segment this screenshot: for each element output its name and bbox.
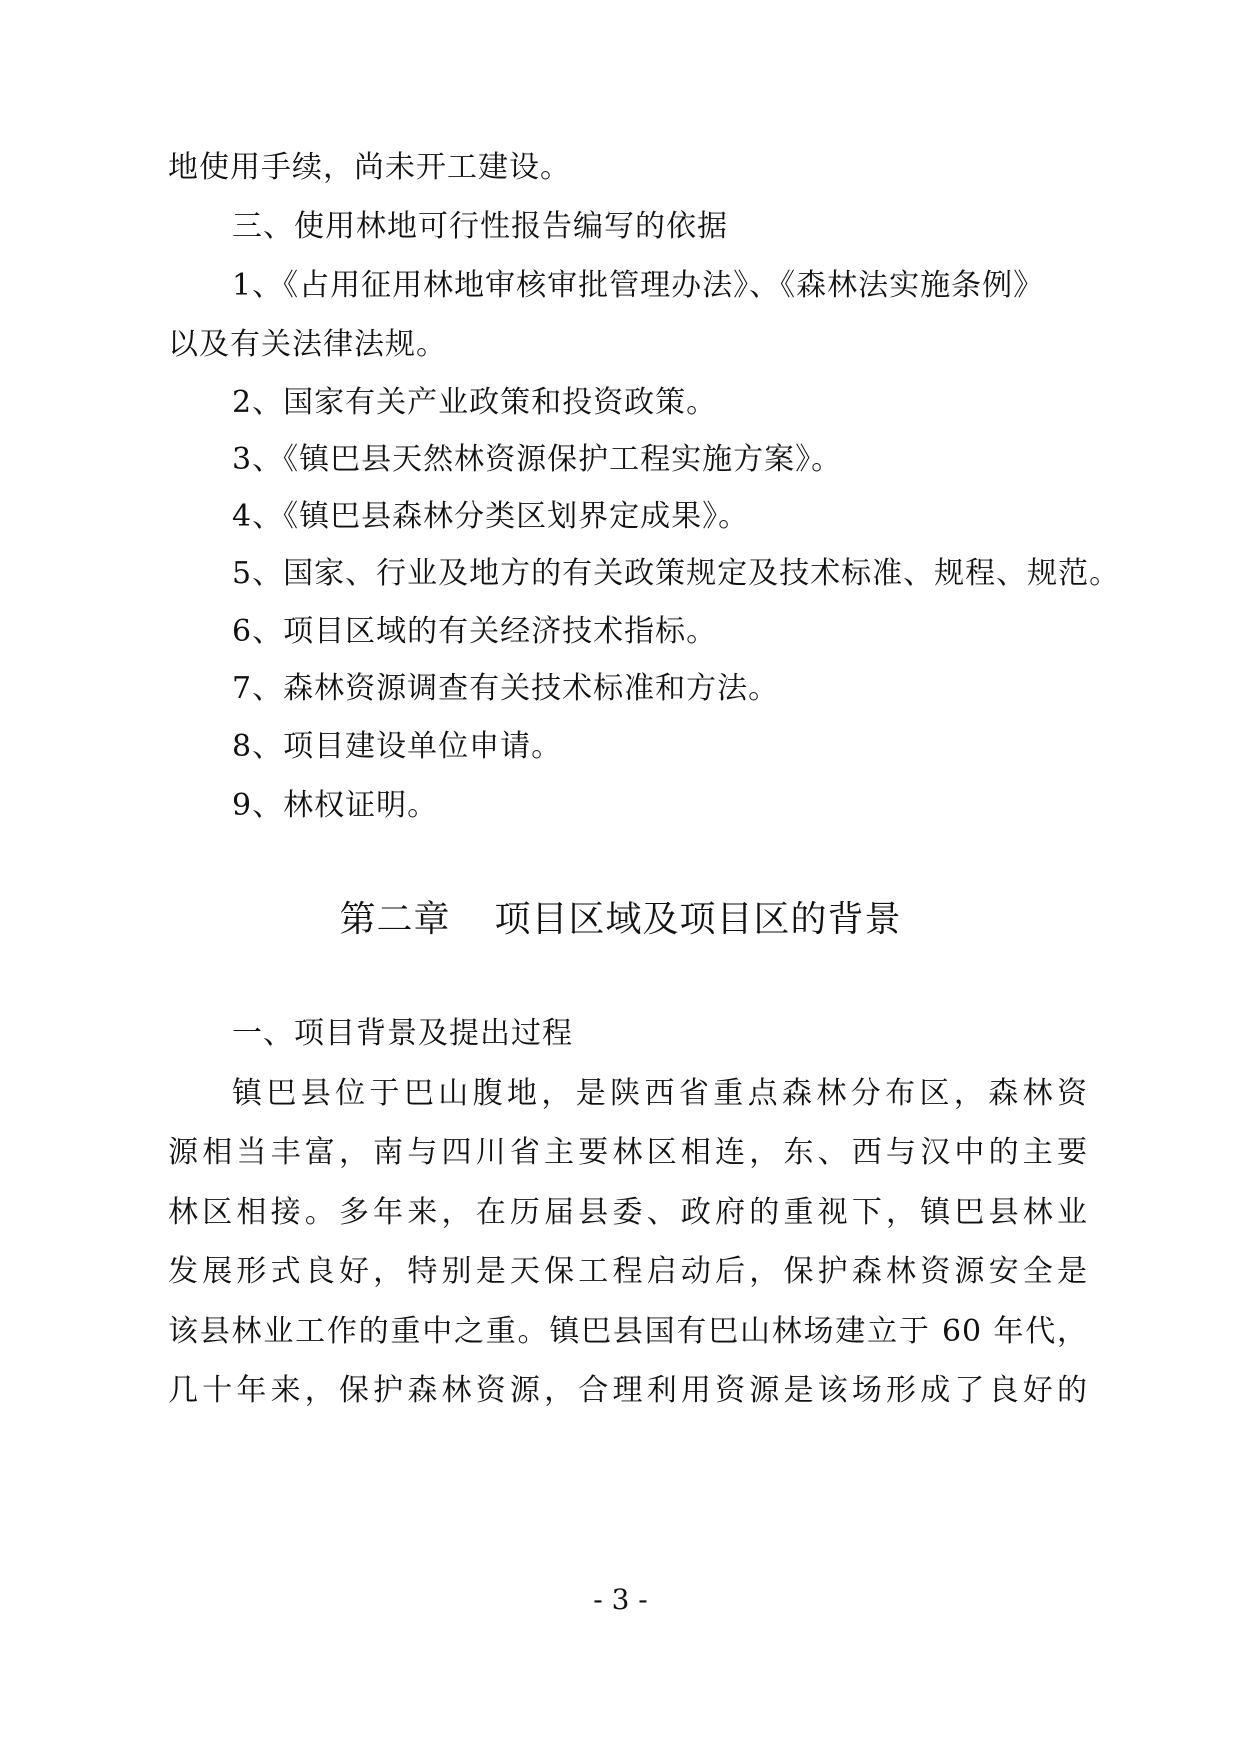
list-item: 3、《镇巴县天然林资源保护工程实施方案》。: [232, 442, 843, 477]
chapter-number: 第二章: [339, 899, 451, 940]
list-item: 1、《占用征用林地审核审批管理办法》、《森林法实施条例》: [232, 268, 1045, 303]
paragraph-line: 几十年来，保护森林资源，合理利用资源是该场形成了良好的: [168, 1373, 1088, 1408]
text-line: 以及有关法律法规。: [168, 327, 447, 362]
paragraph-line: 发展形式良好，特别是天保工程启动后，保护森林资源安全是: [168, 1254, 1088, 1289]
list-item: 5、国家、行业及地方的有关政策规定及技术标准、规程、规范。: [232, 556, 1121, 591]
paragraph-line: 林区相接。多年来，在历届县委、政府的重视下，镇巴县林业: [168, 1195, 1088, 1230]
section-heading: 一、项目背景及提出过程: [232, 1016, 573, 1051]
page-number: - 3 -: [593, 1583, 648, 1616]
list-item: 7、森林资源调查有关技术标准和方法。: [232, 671, 780, 706]
paragraph-line: 镇巴县位于巴山腹地，是陕西省重点森林分布区，森林资: [232, 1076, 1088, 1111]
list-item: 8、项目建设单位申请。: [232, 729, 563, 764]
list-item: 9、林权证明。: [232, 788, 439, 823]
list-item: 4、《镇巴县森林分类区划界定成果》。: [232, 499, 750, 534]
paragraph-line: 源相当丰富，南与四川省主要林区相连，东、西与汉中的主要: [168, 1135, 1088, 1170]
chapter-heading: [0, 896, 1241, 944]
text-line: 地使用手续，尚未开工建设。: [168, 150, 571, 185]
list-item: 2、国家有关产业政策和投资政策。: [232, 385, 718, 420]
paragraph-line: 该县林业工作的重中之重。镇巴县国有巴山林场建立于 60 年代，: [168, 1314, 1088, 1349]
list-item: 6、项目区域的有关经济技术指标。: [232, 614, 718, 649]
chapter-title: 项目区域及项目区的背景: [494, 899, 902, 940]
section-heading: 三、使用林地可行性报告编写的依据: [232, 209, 728, 244]
